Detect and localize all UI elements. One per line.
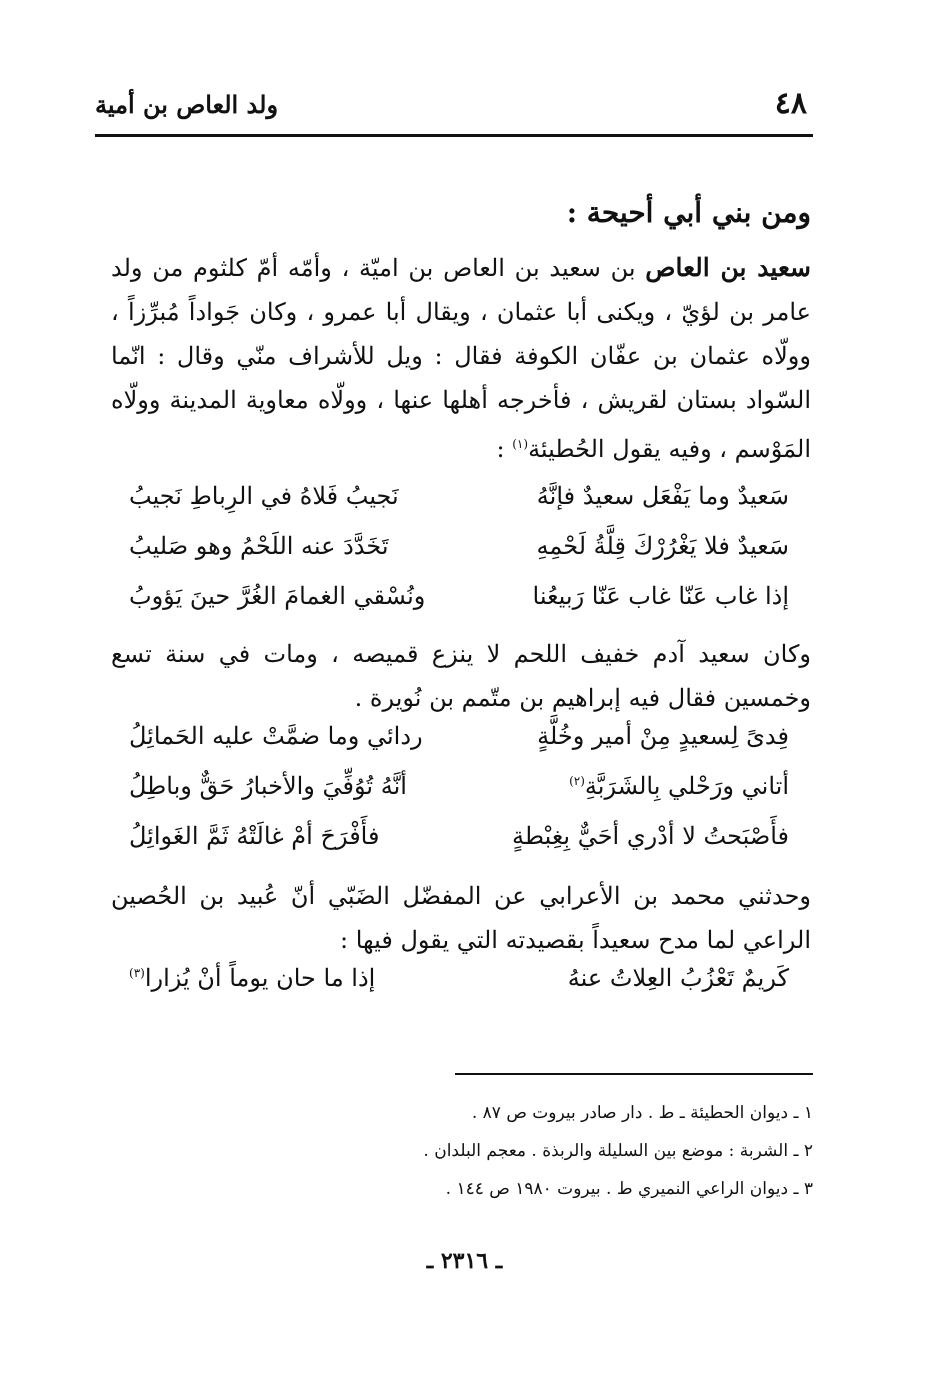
- footnote-item: ٣ ـ ديوان الراعي النميري ط . بيروت ١٩٨٠ ص ١٤٤ .: [445, 1179, 813, 1199]
- running-header: [95, 82, 813, 130]
- verse-first-hemistich: كَريمٌ تَعْزُبُ العِلاتُ عنهُ: [567, 964, 789, 992]
- footnote-ref-1: (١): [512, 437, 529, 451]
- verse-second-hemistich: فأَفْرَحَ أمْ غالَتْهُ ثَمَّ الغَوائِلُ: [129, 822, 380, 850]
- verse-line: [129, 772, 789, 822]
- paragraph-death: وكان سعيد آدم خفيف اللحم لا ينزع قميصه ، ومات في سنة تسع وخمسين فقال فيه إبراهيم بن متّمم بن نُويرة .: [111, 640, 811, 712]
- verse-line: [129, 722, 789, 772]
- poem-rai: [129, 964, 789, 1014]
- person-name: سعيد بن العاص: [645, 253, 811, 282]
- verse-line: [129, 964, 789, 1014]
- section-heading: ومن بني أبي أحيحة :: [566, 196, 811, 229]
- header-page-number: ٤٨: [774, 86, 807, 121]
- verse-first-hemistich: إذا غاب عَنّا غاب عَنّا رَبيعُنا: [532, 582, 789, 610]
- footer-page-number: ـ ٢٣١٦ ـ: [426, 1248, 503, 1274]
- verse-line: [129, 532, 789, 582]
- verse-text: أتاني ورَحْلي بِالشَرَبَّةِ: [584, 772, 789, 800]
- verse-first-hemistich: [569, 772, 789, 800]
- paragraph-text: بن سعيد بن العاص بن اميّة ، وأمّه أمّ كلثوم من ولد عامر بن لؤيّ ، ويكنى أبا عثمان ، ويقال أبا عمرو ، وكان جَواداً مُبرِّزاً ، وولّاه عثمان بن عفّان الكوفة فقال : ويل للأشراف منّي وقال : انّما السّواد بستان لقريش ، فأخرجه أهلها عنها ، وولّاه معاوية المدينة وولّاه المَوْسم ، وفيه يقول الحُطيئة: [111, 254, 811, 463]
- footnote-item: ١ ـ ديوان الحطيئة ـ ط . دار صادر بيروت ص ٨٧ .: [471, 1103, 813, 1123]
- footnote-divider: [455, 1073, 813, 1075]
- verse-first-hemistich: سَعيدٌ وما يَفْعَل سعيدٌ فإنَّهُ: [536, 482, 789, 510]
- verse-second-hemistich: نَجيبُ فَلاهُ في الرِباطِ نَجيبُ: [129, 482, 399, 510]
- verse-second-hemistich: تَخَدَّدَ عنه اللَحْمُ وهو صَليبُ: [129, 532, 389, 560]
- poem-hutayah: [129, 482, 789, 632]
- verse-first-hemistich: فأَصْبَحتُ لا أدْري أحَيٌّ بِغِبْطةٍ: [512, 822, 789, 850]
- verse-first-hemistich: سَعيدٌ فلا يَغْرُرْكَ قِلَّةُ لَحْمِهِ: [536, 532, 789, 560]
- header-divider: [95, 134, 813, 137]
- paragraph-text-end: :: [496, 435, 513, 463]
- verse-line: [129, 822, 789, 872]
- poem-ibrahim: [129, 722, 789, 872]
- verse-line: [129, 582, 789, 632]
- verse-second-hemistich: ردائي وما ضمَّتْ عليه الحَمائِلُ: [129, 722, 423, 750]
- verse-first-hemistich: فِدىً لِسعيدٍ مِنْ أمير وخُلَّةٍ: [537, 722, 789, 750]
- footnotes: [113, 1094, 813, 1208]
- footnote-ref-2: (٢): [569, 774, 585, 788]
- verse-line: [129, 482, 789, 532]
- footnote-item: ٢ ـ الشربة : موضع بين السليلة والربذة . معجم البلدان .: [423, 1141, 813, 1161]
- header-title: ولد العاص بن أمية: [95, 90, 279, 119]
- paragraph-biography: [111, 246, 811, 471]
- footnote-ref-3: (٣): [129, 966, 145, 980]
- paragraph-rai: وحدثني محمد بن الأعرابي عن المفضّل الضَبّي أنّ عُبيد بن الحُصين الراعي لما مدح سعيداً بقصيدته التي يقول فيها :: [111, 882, 811, 954]
- verse-second-hemistich: أنَّهُ تُوُفِّيَ والأخبارُ حَقٌّ وباطِلُ: [129, 772, 407, 800]
- verse-text: إذا ما حان يوماً أنْ يُزارا: [144, 964, 376, 992]
- verse-second-hemistich: ونُسْقي الغمامَ الغُرَّ حينَ يَؤوبُ: [129, 582, 426, 610]
- verse-second-hemistich: [129, 964, 375, 992]
